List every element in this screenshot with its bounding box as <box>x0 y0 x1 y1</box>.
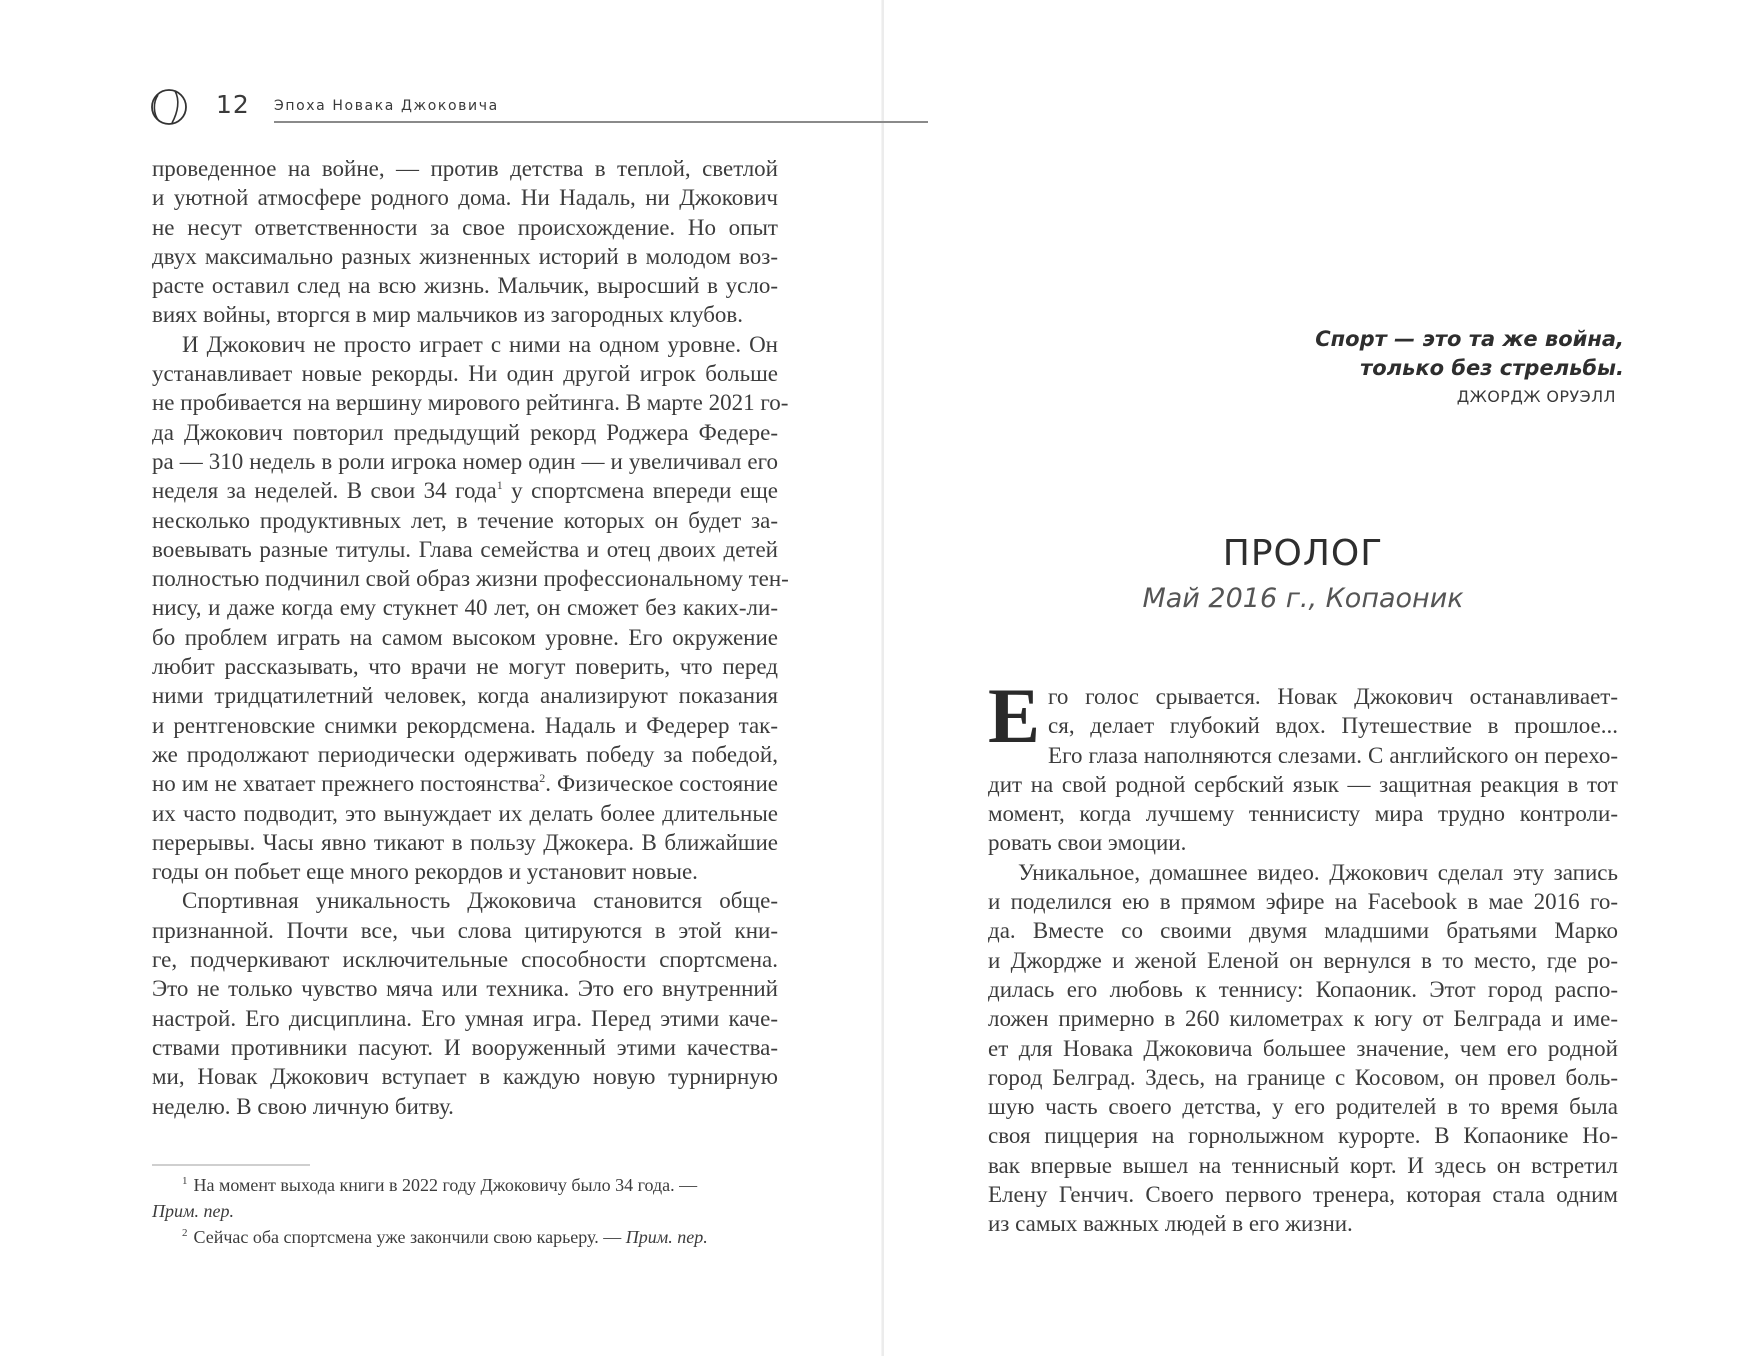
text-line: из самых важных людей в его жизни. <box>988 1211 1353 1237</box>
footnote-marker: 1 <box>182 1175 188 1187</box>
text-line: город Белград. Здесь, на границе с Косовом, он провел боль- <box>988 1064 1618 1090</box>
text-line: же продолжают периодически одерживать победу за победой, <box>152 741 778 767</box>
text-line: дит на свой родной сербский язык — защитная реакция в тот <box>988 771 1618 797</box>
text-line: расте оставил след на всю жизнь. Мальчик, выросший в усло- <box>152 273 778 299</box>
footnote-reference[interactable]: 1 <box>496 478 503 493</box>
footnote-1 <box>152 1172 780 1198</box>
text-line: не пробивается на вершину мирового рейтинга. В марте 2021 го- <box>152 390 789 416</box>
text-line: ся, делает глубокий вдох. Путешествие в прошлое... <box>1048 713 1618 739</box>
text-line: двух максимально разных жизненных историй в молодом воз- <box>152 243 778 269</box>
header-rule <box>274 121 928 123</box>
paragraph <box>152 154 778 330</box>
text-line: вак впервые вышел на теннисный корт. И здесь он встретил <box>988 1152 1618 1178</box>
running-title: Эпоха Новака Джоковича <box>274 98 499 114</box>
paragraph <box>988 858 1618 1239</box>
running-header <box>150 88 778 128</box>
chapter-title: ПРОЛОГ <box>1222 533 1384 574</box>
paragraph <box>988 741 1618 858</box>
tennis-ball-icon <box>150 88 188 126</box>
text-line: но им не хватает прежнего постоянства$^2$. Физическое состояние <box>152 771 778 797</box>
text-line: и рентгеновские снимки рекордсмена. Надаль и Федерер так- <box>152 712 778 738</box>
text-line: Елену Генчич. Своего первого тренера, которая стала одним <box>988 1182 1618 1208</box>
text-line: воевывать разные титулы. Глава семейства и отец двоих детей <box>152 536 778 562</box>
left-page-body <box>152 154 789 1121</box>
text-line: Это не только чувство мяча или техника. Это его внутренний <box>152 976 778 1002</box>
text-line: неделя за неделей. В свои 34 года$^1$ у спортсмена впереди еще <box>152 478 778 504</box>
text-line: нису, и даже когда ему стукнет 40 лет, он сможет без каких-ли- <box>152 595 778 621</box>
footnote-1-continuation: Прим. пер. <box>152 1201 234 1221</box>
text-line: Спортивная уникальность Джоковича становится обще- <box>182 888 778 914</box>
footnotes <box>152 1172 780 1250</box>
right-paragraphs <box>988 741 1618 1239</box>
epigraph <box>1315 325 1624 406</box>
footnote-marker: 2 <box>182 1227 188 1239</box>
chapter-subtitle: Май 2016 г., Копаоник <box>1142 583 1464 614</box>
text-line: неделю. В свою личную битву. <box>152 1093 454 1119</box>
text-line: виях войны, вторгся в мир мальчиков из загородных клубов. <box>152 302 744 328</box>
text-line: своя пиццерия на горнолыжном курорте. В Копаонике Но- <box>988 1123 1618 1149</box>
drop-cap-lines <box>1048 682 1618 741</box>
text-line: дилась его любовь к теннису: Копаоник. Этот город распо- <box>988 976 1618 1002</box>
text-line: Его глаза наполняются слезами. С английского он перехо- <box>1048 742 1618 768</box>
paragraph <box>152 330 789 887</box>
text-line: ет для Новака Джоковича большее значение, чем его родной <box>988 1035 1618 1061</box>
page-number: 12 <box>216 90 250 119</box>
translator-note-label: Прим. пер. <box>625 1227 708 1247</box>
footnote-separator <box>152 1164 310 1166</box>
paragraph <box>152 886 778 1120</box>
text-line: ними тридцатилетний человек, когда анализируют показания <box>152 683 778 709</box>
text-line: признанной. Почти все, чьи слова цитируются в этой кни- <box>152 917 778 943</box>
text-line: ми, Новак Джокович вступает в каждую новую турнирную <box>152 1064 778 1090</box>
text-line: ра — 310 недель в роли игрока номер один — и увеличивал его <box>152 448 778 474</box>
text-line: ствами противники пасуют. И вооруженный этими качества- <box>152 1034 778 1060</box>
text-line: да Джокович повторил предыдущий рекорд Роджера Федере- <box>152 419 778 445</box>
text-line: и Джордже и женой Еленой он вернулся в то место, где ро- <box>988 947 1618 973</box>
text-line: бо проблем играть на самом высоком уровне. Его окружение <box>152 624 778 650</box>
text-line: их часто подводит, это вынуждает их делать более длительные <box>152 800 778 826</box>
text-line: И Джокович не просто играет с ними на одном уровне. Он <box>182 331 778 357</box>
epigraph-line: только без стрельбы. <box>1360 356 1624 380</box>
text-line: любит рассказывать, что врачи не могут поверить, что перед <box>152 654 778 680</box>
epigraph-author: ДЖОРДЖ ОРУЭЛЛ <box>1456 387 1616 406</box>
text-line: несколько продуктивных лет, в течение которых он будет за- <box>152 507 778 533</box>
chapter-heading <box>988 532 1618 616</box>
text-line: го голос срывается. Новак Джокович останавливает- <box>1048 684 1618 709</box>
right-page-body <box>988 672 1618 1239</box>
text-line: устанавливает новые рекорды. Ни один другой игрок больше <box>152 361 778 387</box>
text-line: проведенное на войне, — против детства в теплой, светлой <box>152 156 778 181</box>
footnote-text: Сейчас оба спортсмена уже закончили свою карьеру. — <box>193 1227 626 1247</box>
text-line: настрой. Его дисциплина. Его умная игра. Перед этими каче- <box>152 1005 778 1031</box>
text-line: ровать свои эмоции. <box>988 830 1187 856</box>
page-gutter <box>881 0 884 1356</box>
drop-cap: Е <box>988 672 1041 759</box>
text-line: годы он побьет еще много рекордов и установит новые. <box>152 859 698 885</box>
text-line: да. Вместе со своими двумя младшими братьями Марко <box>988 918 1618 944</box>
text-line: перерывы. Часы явно тикают в пользу Джокера. В ближайшие <box>152 829 778 855</box>
text-line: не несут ответственности за свое происхождение. Но опыт <box>152 214 778 240</box>
text-line: шую часть своего детства, у его родителей в то время была <box>988 1094 1618 1120</box>
text-line: ге, подчеркивают исключительные способности спортсмена. <box>152 947 778 973</box>
text-line: момент, когда лучшему теннисисту мира трудно контроли- <box>988 801 1618 827</box>
text-line: и уютной атмосфере родного дома. Ни Надаль, ни Джокович <box>152 185 778 211</box>
footnote-reference[interactable]: 2 <box>539 771 546 786</box>
text-line: Уникальное, домашнее видео. Джокович сделал эту запись <box>1018 859 1618 885</box>
epigraph-line: Спорт — это та же война, <box>1315 327 1624 351</box>
text-line: полностью подчинил свой образ жизни профессиональному тен- <box>152 566 789 592</box>
footnote-2 <box>152 1224 780 1250</box>
text-line: и поделился ею в прямом эфире на Facebook в мае 2016 го- <box>988 889 1618 915</box>
text-line: ложен примерно в 260 километрах к югу от Белграда и име- <box>988 1006 1618 1032</box>
footnote-text: На момент выхода книги в 2022 году Джоковичу было 34 года. — <box>193 1175 698 1195</box>
